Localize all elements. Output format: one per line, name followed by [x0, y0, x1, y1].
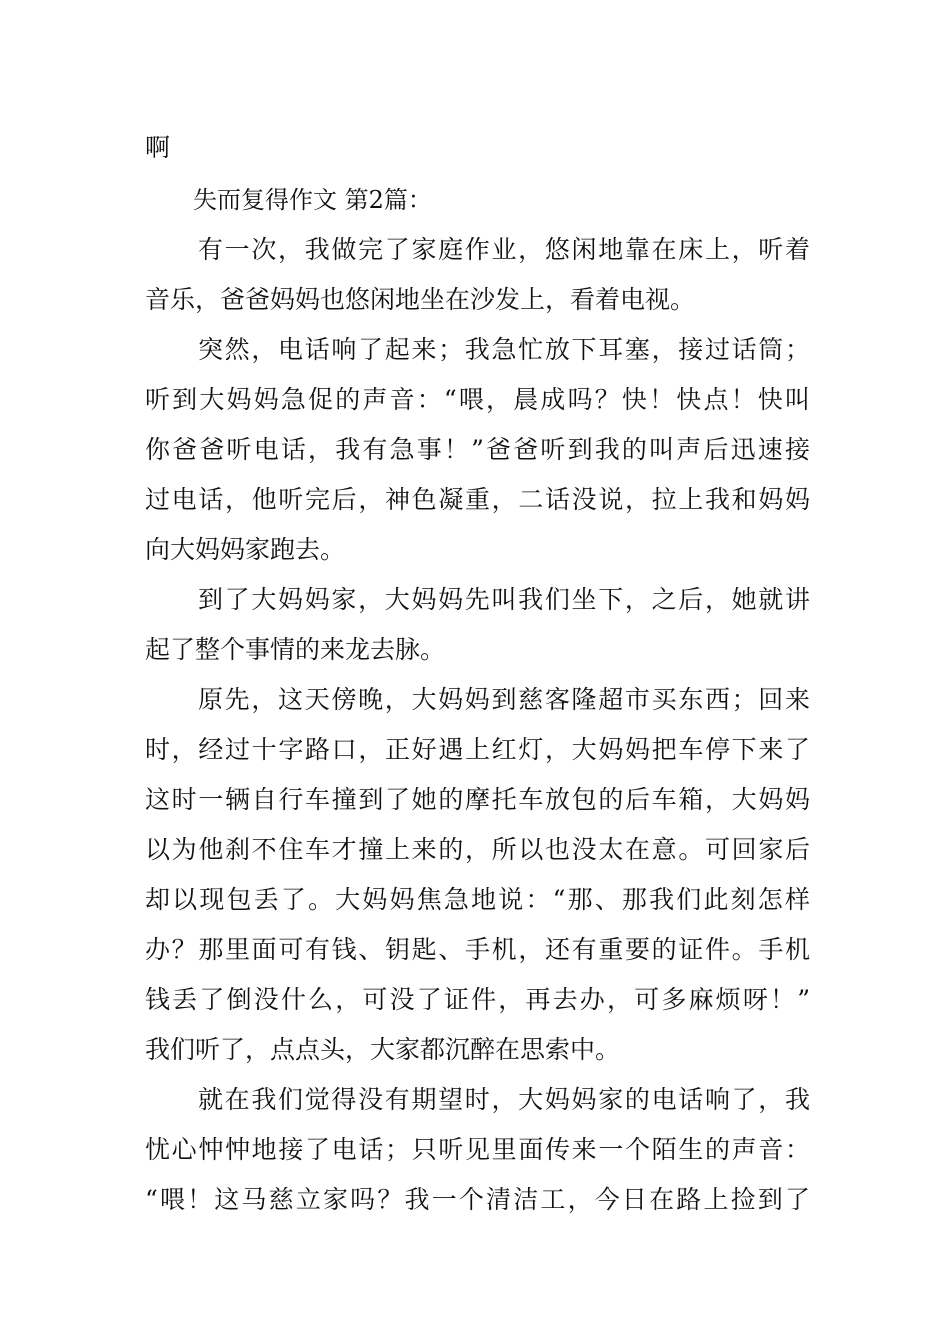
section-heading: 失而复得作文 第2篇： [193, 186, 432, 214]
paragraph-2-line-5: 向大妈妈家跑去。 [145, 535, 346, 564]
paragraph-4-line-8: 我们听了，点点头，大家都沉醉在思索中。 [145, 1035, 621, 1064]
paragraph-5-line-3: “喂！这马慈立家吗？我一个清洁工，今日在路上捡到了 [145, 1185, 810, 1214]
paragraph-4-line-1: 原先，这天傍晚，大妈妈到慈客隆超市买东西；回来 [198, 685, 810, 714]
paragraph-4-line-4: 以为他刹不住车才撞上来的，所以也没太在意。可回家后 [145, 835, 810, 864]
paragraph-2-line-1: 突然，电话响了起来；我急忙放下耳塞，接过话筒； [198, 335, 810, 364]
paragraph-4-line-6: 办？那里面可有钱、钥匙、手机，还有重要的证件。手机 [145, 935, 810, 964]
paragraph-1-line-1: 有一次，我做完了家庭作业，悠闲地靠在床上，听着 [198, 235, 810, 264]
paragraph-5-line-2: 忧心忡忡地接了电话；只听见里面传来一个陌生的声音： [145, 1135, 810, 1164]
paragraph-4-line-2: 时，经过十字路口，正好遇上红灯，大妈妈把车停下来了 [145, 735, 810, 764]
paragraph-5-line-1: 就在我们觉得没有期望时，大妈妈家的电话响了，我 [198, 1085, 810, 1114]
paragraph-4-line-3: 这时一辆自行车撞到了她的摩托车放包的后车箱，大妈妈 [145, 785, 810, 814]
paragraph-3-line-2: 起了整个事情的来龙去脉。 [145, 635, 446, 664]
paragraph-2-line-3: 你爸爸听电话，我有急事！”爸爸听到我的叫声后迅速接 [145, 435, 810, 464]
paragraph-2-line-4: 过电话，他听完后，神色凝重，二话没说，拉上我和妈妈 [145, 485, 810, 514]
paragraph-4-line-7: 钱丢了倒没什么，可没了证件，再去办，可多麻烦呀！” [145, 985, 810, 1014]
paragraph-4-line-5: 却以现包丢了。大妈妈焦急地说：“那、那我们此刻怎样 [145, 885, 810, 914]
paragraph-3-line-1: 到了大妈妈家，大妈妈先叫我们坐下，之后，她就讲 [198, 585, 810, 614]
paragraph-2-line-2: 听到大妈妈急促的声音：“喂，晨成吗？快！快点！快叫 [145, 385, 810, 414]
paragraph-1-line-2: 音乐，爸爸妈妈也悠闲地坐在沙发上，看着电视。 [145, 285, 696, 314]
text-line-fragment: 啊 [145, 133, 171, 162]
